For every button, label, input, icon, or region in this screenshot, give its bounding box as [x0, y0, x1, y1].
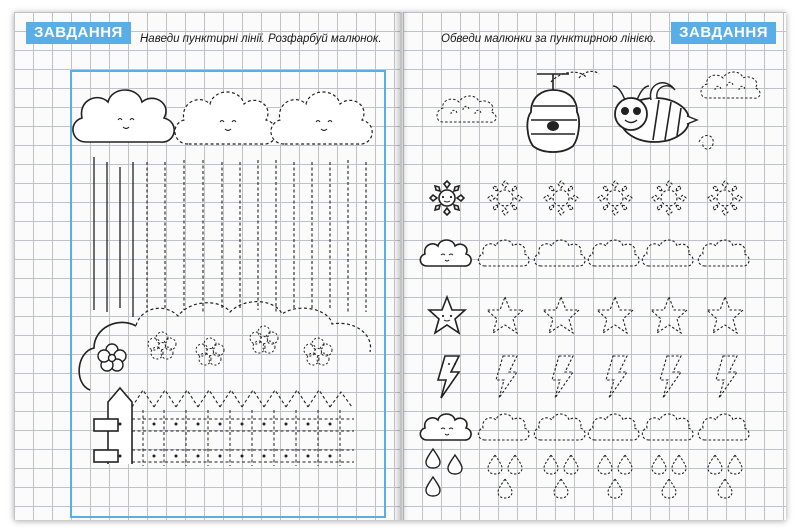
star-icon	[707, 297, 743, 333]
cloud-icon	[534, 414, 585, 440]
flower-icon	[304, 338, 332, 365]
raindrop-icon	[426, 449, 462, 496]
raindrop-icon	[544, 455, 558, 474]
raindrop-icon	[718, 479, 732, 498]
sun-icon	[598, 181, 632, 215]
cloud-icon	[420, 240, 471, 266]
raindrop-icon	[608, 479, 622, 498]
rain-lines	[94, 157, 366, 317]
fence-nails	[119, 423, 332, 458]
lightning-icon	[438, 356, 459, 398]
cloud-icon	[588, 414, 639, 440]
right-illustration	[403, 12, 786, 520]
cloud-icon	[642, 240, 693, 266]
star-icon	[487, 297, 523, 333]
sun-icon	[652, 181, 686, 215]
sun-icon	[708, 181, 742, 215]
task-instruction-right: Обведи малюнки за пунктирною лінією.	[441, 33, 657, 45]
sun-icon	[544, 181, 578, 215]
cloud-icon	[478, 240, 529, 266]
left-illustration	[14, 12, 400, 520]
star-icon	[429, 297, 465, 333]
left-page	[14, 12, 400, 520]
raindrop-icon	[554, 479, 568, 498]
trace-rows	[478, 181, 749, 498]
task-instruction-left: Наведи пунктирні лінії. Розфарбуй малюнок.	[140, 33, 382, 45]
sun-icon	[430, 181, 464, 215]
raindrop-icon	[708, 455, 722, 474]
raindrop-icon	[652, 455, 666, 474]
lightning-icon	[606, 356, 627, 398]
raindrop-icon	[564, 455, 578, 474]
cloud-icon	[420, 414, 471, 440]
workbook-spread	[14, 12, 786, 520]
star-icon	[597, 297, 633, 333]
task-badge-left: ЗАВДАННЯ	[26, 22, 131, 44]
raindrop-icon	[488, 455, 502, 474]
star-icon	[543, 297, 579, 333]
cloud-icon	[642, 414, 693, 440]
raindrop-icon	[672, 455, 686, 474]
flower-icon	[98, 344, 126, 371]
raindrop-icon	[662, 479, 676, 498]
cloud-icon	[271, 92, 372, 144]
sun-icon	[488, 181, 522, 215]
bush-icon	[79, 302, 370, 390]
right-page	[403, 12, 786, 520]
wind-swirl-icon	[701, 72, 760, 98]
beehive-icon	[527, 71, 599, 152]
raindrop-icon	[598, 455, 612, 474]
task-badge-right: ЗАВДАННЯ	[671, 22, 776, 44]
bee-icon	[613, 83, 713, 149]
lightning-icon	[496, 356, 517, 398]
cloud-icon	[175, 92, 276, 144]
cloud-icon	[698, 414, 749, 440]
cloud-icon	[534, 240, 585, 266]
cloud-icon	[698, 240, 749, 266]
lightning-icon	[552, 356, 573, 398]
cloud-icon	[73, 90, 174, 142]
wind-swirl-icon	[437, 96, 496, 122]
raindrop-icon	[508, 455, 522, 474]
raindrop-icon	[498, 479, 512, 498]
flower-icon	[196, 338, 224, 365]
raindrop-icon	[618, 455, 632, 474]
flower-icon	[148, 332, 176, 359]
flower-icon	[250, 326, 278, 353]
star-icon	[651, 297, 687, 333]
book-spine	[394, 12, 408, 520]
raindrop-icon	[728, 455, 742, 474]
cloud-icon	[588, 240, 639, 266]
lightning-icon	[716, 356, 737, 398]
cloud-icon	[478, 414, 529, 440]
lightning-icon	[660, 356, 681, 398]
fence-icon	[94, 388, 354, 466]
